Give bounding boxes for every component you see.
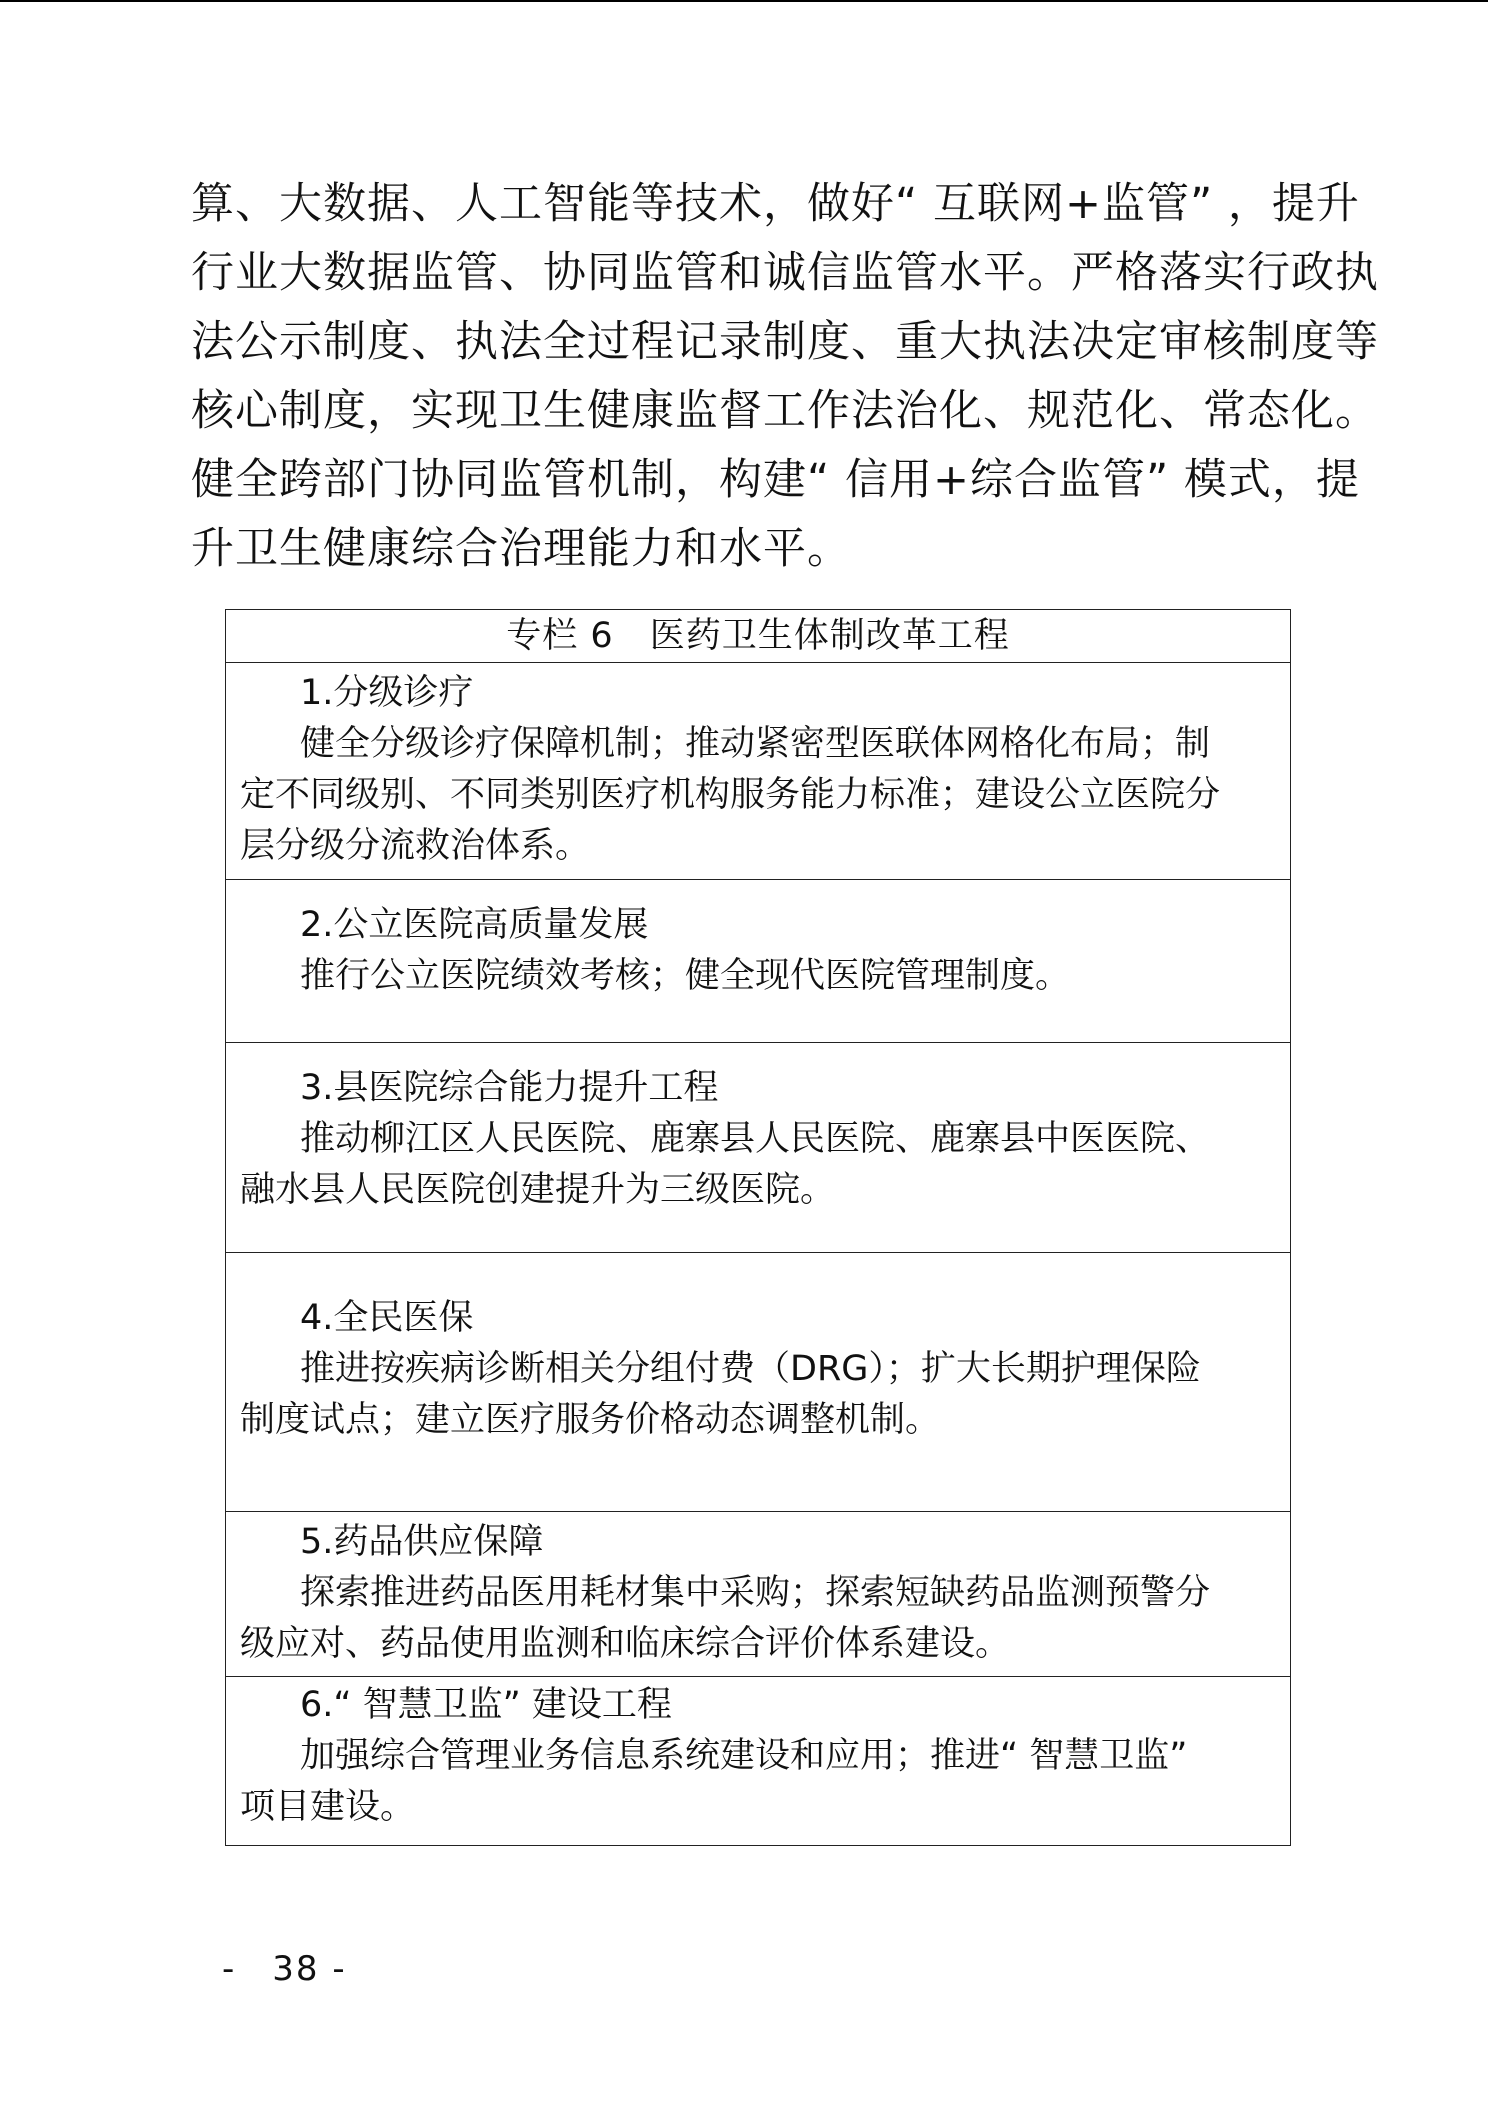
section-body	[240, 719, 1276, 872]
section-line: 推动柳江区人民医院、鹿寨县人民医院、鹿寨县中医医院、	[300, 1119, 1211, 1159]
section-line: 推进按疾病诊断相关分组付费（DRG）；扩大长期护理保险	[300, 1349, 1201, 1389]
section-line: 制度试点；建立医疗服务价格动态调整机制。	[240, 1400, 941, 1440]
section-heading: 2.公立医院高质量发展	[300, 905, 649, 945]
section-body	[240, 951, 1276, 1002]
section-line: 加强综合管理业务信息系统建设和应用；推进“ 智慧卫监”	[300, 1736, 1188, 1776]
top-border-line	[0, 0, 1488, 2]
section-heading: 6.“ 智慧卫监” 建设工程	[300, 1685, 672, 1725]
paragraph-line: 算、大数据、人工智能等技术，做好“ 互联网+监管” ，提升	[191, 179, 1360, 229]
paragraph-line: 法公示制度、执法全过程记录制度、重大执法决定审核制度等	[191, 317, 1379, 367]
section-line: 推行公立医院绩效考核；健全现代医院管理制度。	[300, 956, 1071, 996]
section-line: 健全分级诊疗保障机制；推动紧密型医联体网格化布局；制	[300, 724, 1211, 764]
section-body	[240, 1344, 1276, 1446]
section-drug-supply	[226, 1512, 1291, 1677]
section-line: 级应对、药品使用监测和临床综合评价体系建设。	[240, 1624, 1011, 1664]
section-line: 探索推进药品医用耗材集中采购；探索短缺药品监测预警分	[300, 1573, 1211, 1613]
box-title-row	[226, 610, 1291, 663]
box-section-row	[226, 663, 1291, 880]
section-smart-supervision	[226, 1677, 1291, 1846]
section-body	[240, 1568, 1276, 1670]
section-body	[240, 1114, 1276, 1216]
section-public-hospital	[226, 880, 1291, 1043]
box-title: 专栏 6 医药卫生体制改革工程	[226, 610, 1291, 663]
section-body	[240, 1731, 1276, 1833]
section-heading: 4.全民医保	[300, 1298, 474, 1338]
box-section-row	[226, 1253, 1291, 1512]
paragraph-line: 升卫生健康综合治理能力和水平。	[191, 524, 851, 574]
paragraph-line: 行业大数据监管、协同监管和诚信监管水平。严格落实行政执	[191, 248, 1379, 298]
section-county-hospital	[226, 1043, 1291, 1253]
section-heading: 1.分级诊疗	[300, 673, 474, 713]
section-line: 融水县人民医院创建提升为三级医院。	[240, 1170, 836, 1210]
section-line: 定不同级别、不同类别医疗机构服务能力标准；建设公立医院分	[240, 775, 1221, 815]
box-section-row	[226, 1677, 1291, 1846]
box-section-row	[226, 880, 1291, 1043]
page-number: - 38 -	[222, 1949, 347, 1989]
section-heading: 5.药品供应保障	[300, 1522, 544, 1562]
reform-project-box	[225, 609, 1291, 1846]
box-section-row	[226, 1512, 1291, 1677]
section-heading: 3.县医院综合能力提升工程	[300, 1068, 719, 1108]
body-paragraph	[191, 170, 1379, 584]
paragraph-line: 核心制度，实现卫生健康监督工作法治化、规范化、常态化。	[191, 386, 1379, 436]
paragraph-line: 健全跨部门协同监管机制，构建“ 信用+综合监管” 模式，提	[191, 455, 1360, 505]
section-medical-insurance	[226, 1253, 1291, 1512]
box-section-row	[226, 1043, 1291, 1253]
section-line: 层分级分流救治体系。	[240, 826, 591, 866]
section-line: 项目建设。	[240, 1787, 416, 1827]
section-tiered-diagnosis	[226, 663, 1291, 880]
